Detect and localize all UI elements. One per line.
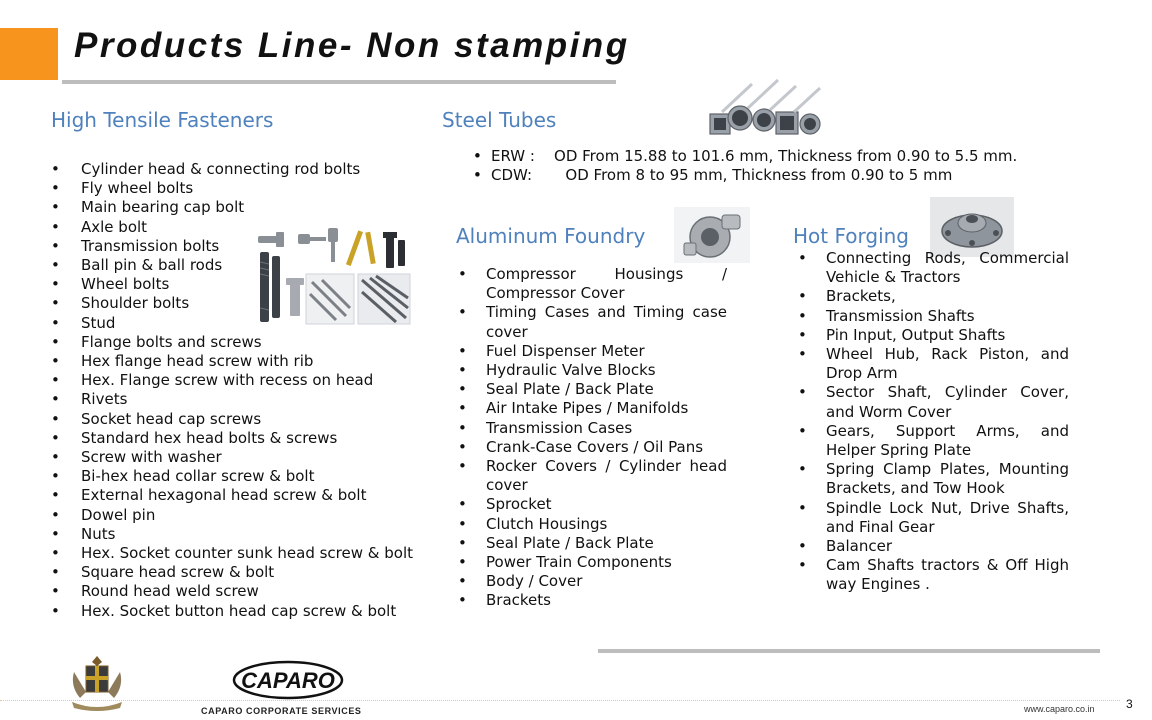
list-item: • Compressor Housings / Compressor Cover [456,265,727,303]
list-item: • Clutch Housings [456,515,727,534]
list-item: • Balancer [796,537,1069,556]
list-item: • Fuel Dispenser Meter [456,342,727,361]
compressor-housing-photo [674,207,750,263]
list-item: • Air Intake Pipes / Manifolds [456,399,727,418]
list-item: • Spindle Lock Nut, Drive Shafts, and Final Gear [796,499,1069,537]
list-item: • Wheel Hub, Rack Piston, and Drop Arm [796,345,1069,383]
list-item: • Transmission bolts [51,237,451,256]
tube-spec-cdw: CDW: OD From 8 to 95 mm, Thickness from 0.90 to 5 mm [491,166,953,185]
list-item: • Pin Input, Output Shafts [796,326,1069,345]
list-item: • Rocker Covers / Cylinder head cover [456,457,727,495]
list-item: • Rivets [51,390,451,409]
foundry-heading: Aluminum Foundry [456,224,646,248]
foundry-list [456,265,727,611]
footer-divider [0,700,1120,701]
tube-spec-erw: ERW : OD From 15.88 to 101.6 mm, Thickness from 0.90 to 5.5 mm. [491,147,1018,165]
list-item: • Wheel bolts [51,275,451,294]
list-item: • Hydraulic Valve Blocks [456,361,727,380]
list-item: • Body / Cover [456,572,727,591]
list-item: • Dowel pin [51,506,451,525]
list-item: • Brackets, [796,287,1069,306]
list-item: • Main bearing cap bolt [51,198,451,217]
list-item: • Cylinder head & connecting rod bolts [51,160,451,179]
list-item: • Flange bolts and screws [51,333,451,352]
list-item: • Seal Plate / Back Plate [456,380,727,399]
list-item: • Spring Clamp Plates, Mounting Brackets, and Tow Hook [796,460,1069,498]
bullet-icon: • [473,166,482,185]
forging-list [796,249,1069,595]
bottom-rule [598,649,1100,653]
list-item: • Brackets [456,591,727,610]
steel-tubes-photo [708,76,824,140]
list-item: • Power Train Components [456,553,727,572]
list-item: • Nuts [51,525,451,544]
list-item: • Cam Shafts tractors & Off High way Engines . [796,556,1069,594]
list-item: • Fly wheel bolts [51,179,451,198]
list-item: • Transmission Shafts [796,307,1069,326]
list-item: • Hex. Socket button head cap screw & bolt [51,602,451,621]
list-item [473,166,1017,185]
page-number: 3 [1126,697,1133,711]
fastener-photo [246,222,412,328]
list-item: • Timing Cases and Timing case cover [456,303,727,341]
accent-square [0,28,58,80]
list-item: • Transmission Cases [456,419,727,438]
list-item: • Bi-hex head collar screw & bolt [51,467,451,486]
forging-heading: Hot Forging [793,224,909,248]
list-item: • Round head weld screw [51,582,451,601]
crest-logo [64,652,130,714]
list-item: • Sector Shaft, Cylinder Cover, and Worm Cover [796,383,1069,421]
list-item [796,249,1069,287]
forged-hub-photo [930,197,1014,257]
website-link[interactable]: www.caparo.co.in [1024,704,1095,714]
title-underline [62,80,616,84]
list-item: • Crank-Case Covers / Oil Pans [456,438,727,457]
caparo-logo [232,660,344,700]
tubes-list [473,147,1017,185]
list-item: • Seal Plate / Back Plate [456,534,727,553]
forging-item-text: Connecting Rods, Commercial Vehicle & Tractors [826,249,1069,287]
list-item: • Ball pin & ball rods [51,256,451,275]
list-item: • Square head screw & bolt [51,563,451,582]
list-item: • Stud [51,314,451,333]
slide-title: Products Line- Non stamping [74,26,630,65]
list-item: • Axle bolt [51,218,451,237]
list-item [473,147,1017,166]
list-item: • External hexagonal head screw & bolt [51,486,451,505]
list-item: • Socket head cap screws [51,410,451,429]
list-item: • Hex. Flange screw with recess on head [51,371,451,390]
company-name: CAPARO CORPORATE SERVICES [201,706,362,716]
list-item: • Standard hex head bolts & screws [51,429,451,448]
list-item: • Gears, Support Arms, and Helper Spring Plate [796,422,1069,460]
tubes-heading: Steel Tubes [442,108,557,132]
bullet-icon: • [473,147,482,165]
list-item: • Sprocket [456,495,727,514]
caparo-logo-text: CAPARO [241,668,335,693]
fasteners-heading: High Tensile Fasteners [51,108,274,132]
list-item: • Screw with washer [51,448,451,467]
list-item: • Shoulder bolts [51,294,451,313]
list-item: • Hex flange head screw with rib [51,352,451,371]
list-item: • Hex. Socket counter sunk head screw & bolt [51,544,451,563]
